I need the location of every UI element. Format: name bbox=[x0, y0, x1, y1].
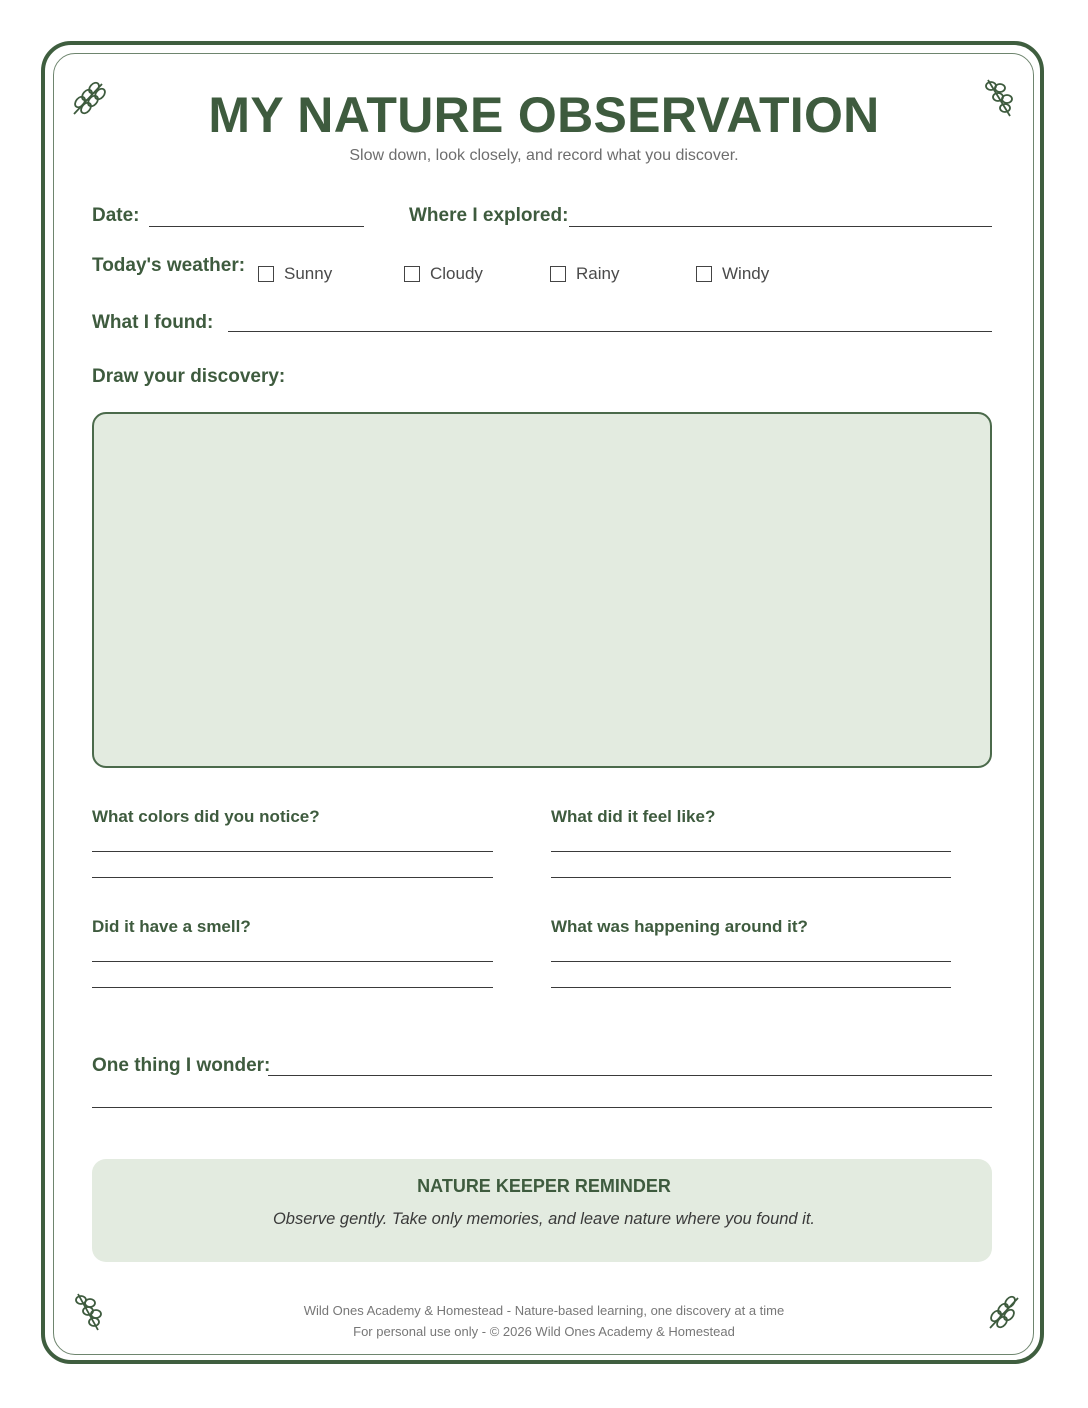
weather-option-sunny[interactable] bbox=[258, 264, 332, 284]
page-title: MY NATURE OBSERVATION bbox=[208, 87, 880, 143]
reminder-text: Observe gently. Take only memories, and leave nature where you found it. bbox=[272, 1210, 816, 1228]
around-answer-line[interactable] bbox=[551, 987, 951, 988]
reminder-title: NATURE KEEPER REMINDER bbox=[417, 1176, 671, 1196]
checkbox-label: Sunny bbox=[284, 264, 333, 283]
draw-label: Draw your discovery: bbox=[92, 366, 286, 387]
colors-question: What colors did you notice? bbox=[92, 807, 320, 826]
around-answer-line[interactable] bbox=[551, 961, 951, 962]
where-field[interactable] bbox=[569, 226, 992, 227]
checkbox-label: Rainy bbox=[576, 264, 620, 283]
feel-question: What did it feel like? bbox=[551, 807, 716, 826]
date-label: Date: bbox=[92, 205, 140, 226]
smell-answer-line[interactable] bbox=[92, 987, 493, 988]
weather-option-cloudy[interactable] bbox=[404, 264, 483, 284]
footer-line-1: Wild Ones Academy & Homestead - Nature-based learning, one discovery at a time bbox=[303, 1303, 785, 1318]
feel-answer-line[interactable] bbox=[551, 877, 951, 878]
weather-label: Today's weather: bbox=[92, 255, 246, 276]
wonder-answer-line[interactable] bbox=[268, 1075, 992, 1076]
found-field[interactable] bbox=[228, 331, 992, 332]
checkbox[interactable] bbox=[258, 266, 274, 282]
found-label: What I found: bbox=[92, 312, 214, 333]
weather-option-windy[interactable] bbox=[696, 264, 769, 284]
feel-answer-line[interactable] bbox=[551, 851, 951, 852]
colors-answer-line[interactable] bbox=[92, 851, 493, 852]
smell-answer-line[interactable] bbox=[92, 961, 493, 962]
smell-question: Did it have a smell? bbox=[92, 917, 251, 936]
wonder-answer-line[interactable] bbox=[92, 1107, 992, 1108]
checkbox[interactable] bbox=[404, 266, 420, 282]
date-field[interactable] bbox=[149, 226, 364, 227]
checkbox[interactable] bbox=[550, 266, 566, 282]
weather-option-rainy[interactable] bbox=[550, 264, 619, 284]
checkbox[interactable] bbox=[696, 266, 712, 282]
around-question: What was happening around it? bbox=[551, 917, 808, 936]
checkbox-label: Windy bbox=[722, 264, 770, 283]
colors-answer-line[interactable] bbox=[92, 877, 493, 878]
page-subtitle: Slow down, look closely, and record what you discover. bbox=[349, 147, 739, 164]
footer-line-2: For personal use only - © 2026 Wild Ones Academy & Homestead bbox=[353, 1324, 735, 1339]
drawing-area[interactable] bbox=[92, 412, 992, 768]
checkbox-label: Cloudy bbox=[430, 264, 483, 283]
wonder-label: One thing I wonder: bbox=[92, 1055, 271, 1076]
where-label: Where I explored: bbox=[409, 205, 569, 226]
